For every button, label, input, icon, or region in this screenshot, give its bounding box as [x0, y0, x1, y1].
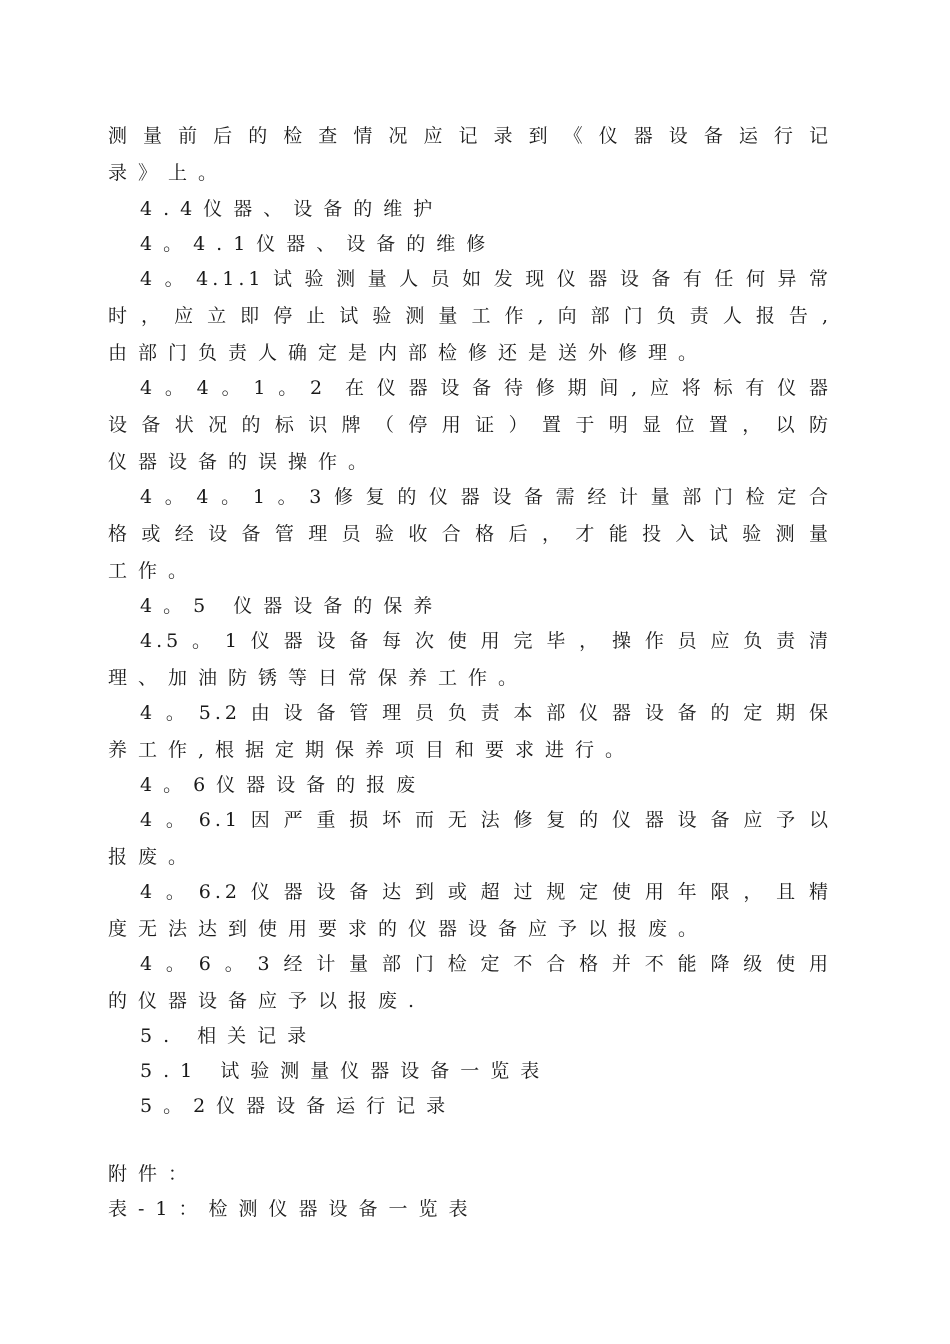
text-line: 4。4。1。2 在仪器设备待修期间,应将标有仪器 — [140, 377, 832, 399]
attachment-table-title: 表-1：检测仪器设备一览表 — [108, 1198, 479, 1220]
text-line: 4。6.1因严重损坏而无法修复的仪器设备应予以 — [140, 809, 832, 831]
list-item: 5。2仪器设备运行记录 — [140, 1095, 457, 1117]
section-heading: 4。6仪器设备的报废 — [140, 774, 427, 796]
text-line: 养工作,根据定期保养项目和要求进行。 — [108, 739, 636, 761]
text-line: 由部门负责人确定是内部检修还是送外修理。 — [108, 342, 709, 364]
text-line: 4。6。3经计量部门检定不合格并不能降级使用 — [140, 953, 832, 975]
text-line: 仪器设备的误操作。 — [108, 451, 379, 473]
text-line: 录》上。 — [108, 162, 229, 184]
text-line: 格或经设备管理员验收合格后，才能投入试验测量 — [108, 523, 832, 545]
text-line: 设备状况的标识牌（停用证）置于明显位置，以防 — [108, 414, 832, 436]
text-line: 4。5.2由设备管理员负责本部仪器设备的定期保 — [140, 702, 832, 724]
text-line: 4.5。1仪器设备每次使用完毕，操作员应负责清 — [140, 630, 832, 652]
list-item: 5.1 试验测量仪器设备一览表 — [140, 1060, 551, 1082]
section-heading: 4.4仪器、设备的维护 — [140, 198, 444, 220]
text-line: 工作。 — [108, 560, 199, 582]
text-line: 4。4。1。3修复的仪器设备需经计量部门检定合 — [140, 486, 832, 508]
text-line: 理、加油防锈等日常保养工作。 — [108, 667, 529, 689]
text-line: 的仪器设备应予以报废. — [108, 990, 426, 1012]
text-line: 测量前后的检查情况应记录到《仪器设备运行记 — [108, 125, 832, 147]
text-line: 度无法达到使用要求的仪器设备应予以报废。 — [108, 918, 709, 940]
text-line: 时，应立即停止试验测量工作,向部门负责人报告, — [108, 305, 832, 327]
section-heading: 5. 相关记录 — [140, 1025, 318, 1047]
text-line: 4。4.1.1试验测量人员如发现仪器设备有任何异常 — [140, 268, 832, 290]
section-heading: 4。5 仪器设备的保养 — [140, 595, 444, 617]
section-heading: 4。4.1仪器、设备的维修 — [140, 233, 497, 255]
text-line: 4。6.2仪器设备达到或超过规定使用年限，且精 — [140, 881, 832, 903]
text-line: 报废。 — [108, 846, 199, 868]
attachment-label: 附件： — [108, 1163, 199, 1185]
